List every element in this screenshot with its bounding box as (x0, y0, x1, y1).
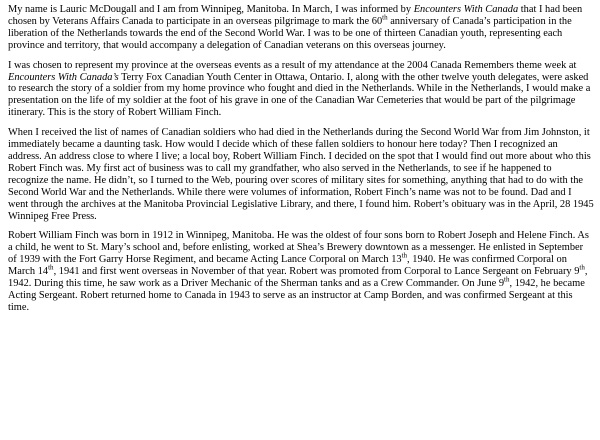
text-run: , 1942. During this time, he saw work as a Driver Mechanic of the Sherman tanks and as a Crew Commander. On June 9 (8, 266, 588, 290)
paragraph-selection (8, 60, 594, 120)
ordinal-suffix: th (401, 251, 408, 260)
text-run: Terry Fox Canadian Youth Center in Ottawa, Ontario. I, along with the other twelve youth delegates, were asked to research the story of a soldier from my home province who fought and died in the Netherlands. While in the Netherlands, I would make a presentation on the life of my soldier at the foot of his grave in one of the Canadian War Cemeteries that would be part of the pilgrimage itinerary. This is the story of Robert William Finch. (8, 71, 591, 119)
ordinal-suffix: th (504, 275, 510, 284)
text-run: My name is Lauric McDougall and I am from Winnipeg, Manitoba. In March, I was informed by (8, 4, 414, 15)
italic-run: Encounters With Canada (413, 4, 519, 15)
ordinal-suffix: th (382, 13, 388, 22)
text-run: When I received the list of names of Canadian soldiers who had died in the Netherlands during the Second World War from Jim Johnston, it immediately became a daunting task. How would I decide which of these fallen soldiers to honour here today? Then I recognized an address. An address close to where I live; a local boy, Robert William Finch. I decided on the spot that I would find out more about who this Robert Finch was. My first act of business was to call my grandfather, who also served in the Netherlands, to see if he happened to recognize the name. He didn’t, so I turned to the Web, pouring over scores of military sites for something, anything that had to do with the Second World War and the Netherlands. While there were volumes of information, Robert Finch’s name was not to be found. Dad and I went through the archives at the Manitoba Provincial Legislative Library, and there, I found him. Robert’s obituary was in the April, 28 1945 Winnipeg Free Press. (8, 127, 594, 222)
ordinal-suffix: th (48, 263, 54, 272)
paragraph-research (8, 127, 594, 222)
paragraph-intro (8, 4, 594, 52)
text-run: , 1941 and first went overseas in November of that year. Robert was promoted from Corporal to Lance Sergeant on February 9 (53, 266, 580, 278)
text-run: , 1942, he became Acting Sergeant. Robert returned home to Canada in 1943 to serve as an instructor at Camp Borden, and was confirmed Sergeant at this time. (8, 278, 585, 313)
text-run: , 1940. He was confirmed Corporal on March 14 (8, 254, 567, 278)
text-run: anniversary of Canada’s participation in the liberation of the Netherlands towards the end of the Second World War. I was to be one of thirteen Canadian youth, representing each province and territory, that would accompany a delegation of Canadian veterans on this overseas journey. (8, 15, 572, 51)
text-run: Robert William Finch was born in 1912 in Winnipeg, Manitoba. He was the oldest of four sons born to Robert Joseph and Helene Finch. As a child, he went to St. Mary’s school and, before enlisting, worked at Shea’s Brewery downtown as a messenger. He enlisted in September of 1939 with the Fort Garry Horse Regiment, and became Acting Lance Corporal on March 13 (8, 230, 589, 266)
italic-run: Encounters With Canada’s (8, 71, 119, 83)
text-run: I was chosen to represent my province at the overseas events as a result of my attendance at the 2004 Canada Remembers theme week at (8, 59, 577, 71)
text-run: that I had been chosen by Veterans Affairs Canada to participate in an overseas pilgrimage to mark the 60 (8, 4, 583, 27)
ordinal-suffix: th (579, 263, 585, 272)
paragraph-biography (8, 230, 594, 313)
